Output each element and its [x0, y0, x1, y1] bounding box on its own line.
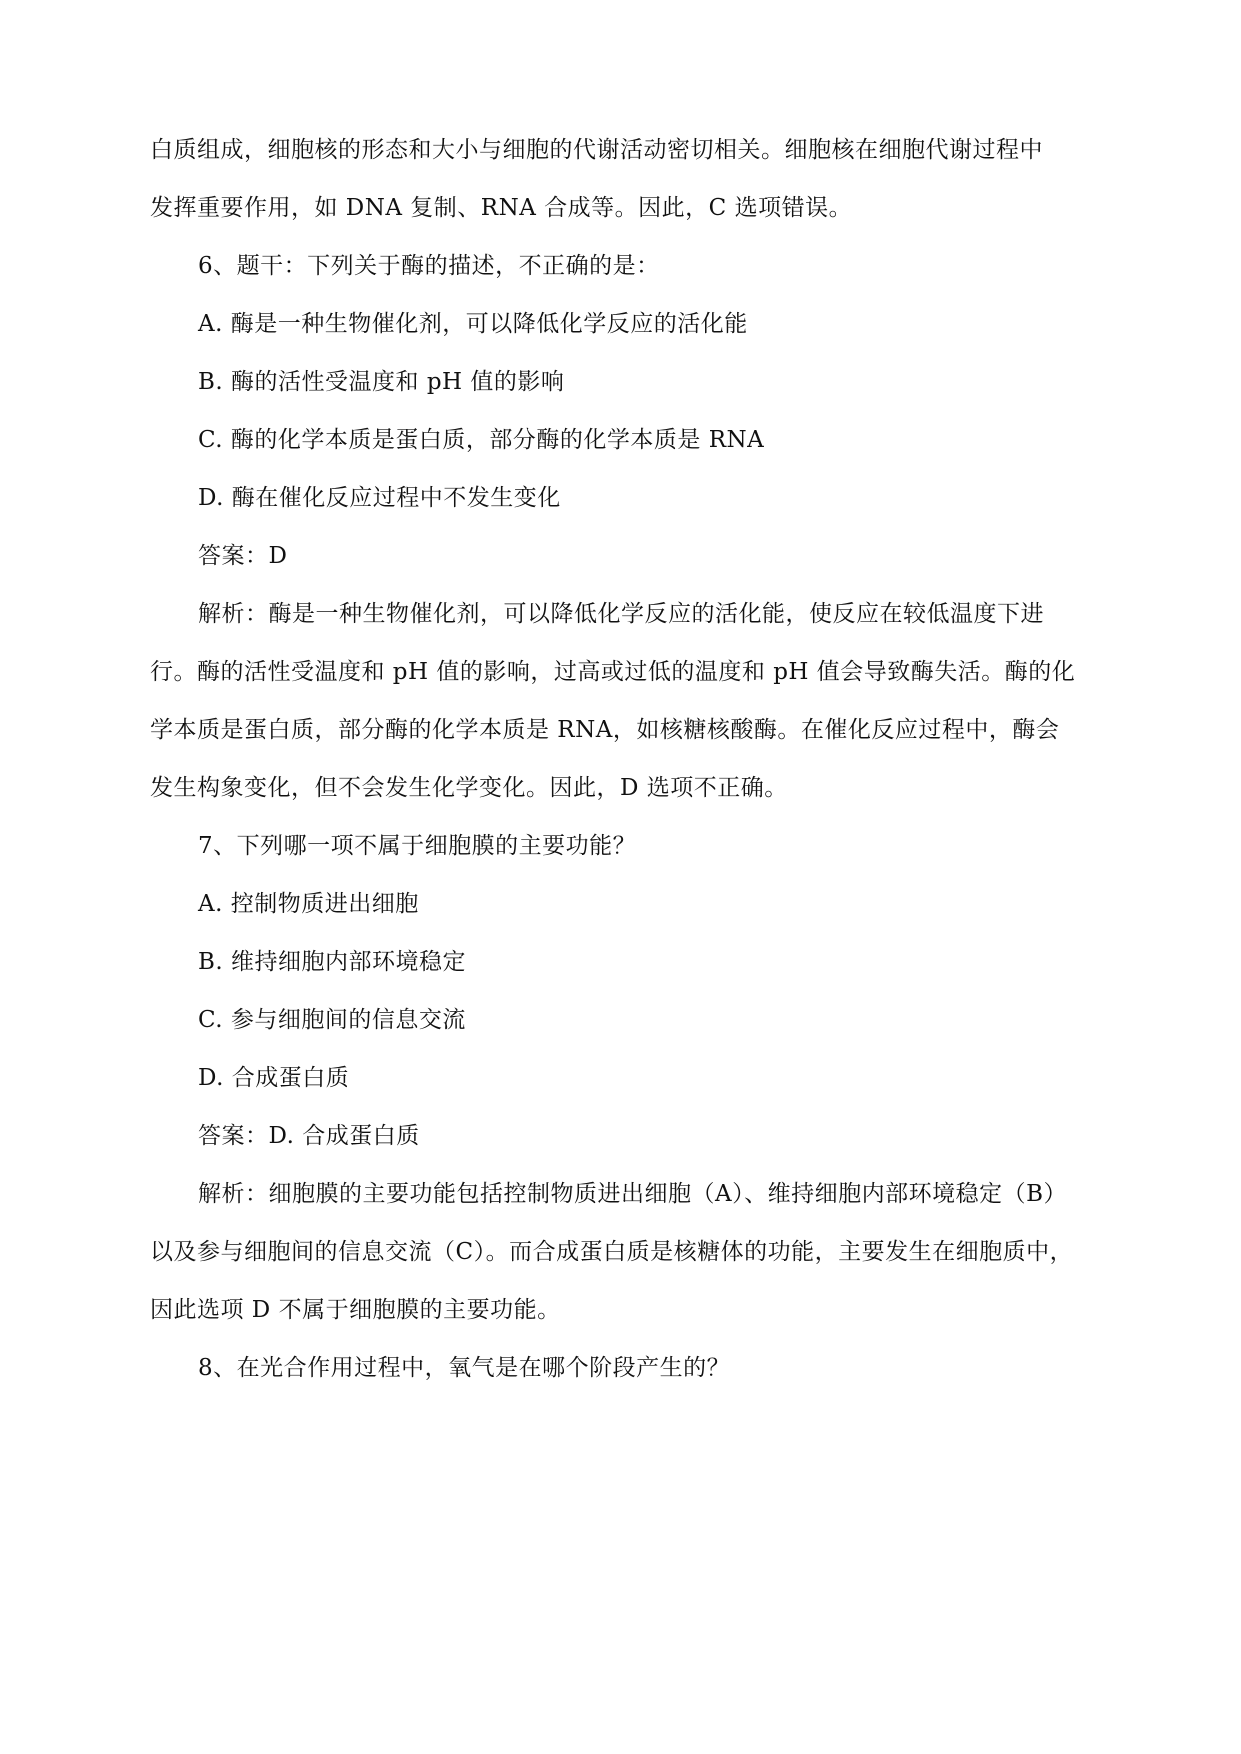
text-line: 因此选项 D 不属于细胞膜的主要功能。	[150, 1297, 561, 1323]
question-7-option-a: A. 控制物质进出细胞	[198, 891, 419, 917]
question-7-option-d: D. 合成蛋白质	[198, 1065, 350, 1091]
question-6-stem: 6、题干：下列关于酶的描述，不正确的是：	[198, 253, 660, 279]
question-7-option-b: B. 维持细胞内部环境稳定	[198, 949, 467, 975]
question-6-answer: 答案：D	[198, 543, 288, 569]
question-7-explanation: 解析：细胞膜的主要功能包括控制物质进出细胞（A）、维持细胞内部环境稳定（B）	[198, 1181, 1068, 1207]
text-line: 发挥重要作用，如 DNA 复制、RNA 合成等。因此，C 选项错误。	[150, 195, 853, 221]
question-7-option-c: C. 参与细胞间的信息交流	[198, 1007, 466, 1033]
text-line: 学本质是蛋白质，部分酶的化学本质是 RNA，如核糖核酸酶。在催化反应过程中，酶会	[150, 717, 1060, 743]
question-6-option-c: C. 酶的化学本质是蛋白质，部分酶的化学本质是 RNA	[198, 427, 765, 453]
text-line: 行。酶的活性受温度和 pH 值的影响，过高或过低的温度和 pH 值会导致酶失活。酶的化	[150, 659, 1076, 685]
text-line: 发生构象变化，但不会发生化学变化。因此，D 选项不正确。	[150, 775, 788, 801]
question-8-stem: 8、在光合作用过程中，氧气是在哪个阶段产生的？	[198, 1355, 731, 1381]
question-6-option-b: B. 酶的活性受温度和 pH 值的影响	[198, 369, 565, 395]
question-6-explanation: 解析：酶是一种生物催化剂，可以降低化学反应的活化能，使反应在较低温度下进	[198, 601, 1044, 627]
text-line: 以及参与细胞间的信息交流（C）。而合成蛋白质是核糖体的功能，主要发生在细胞质中，	[150, 1239, 1074, 1265]
question-7-answer: 答案：D. 合成蛋白质	[198, 1123, 420, 1149]
text-line: 白质组成，细胞核的形态和大小与细胞的代谢活动密切相关。细胞核在细胞代谢过程中	[150, 137, 1043, 163]
question-6-option-a: A. 酶是一种生物催化剂，可以降低化学反应的活化能	[198, 311, 748, 337]
question-7-stem: 7、下列哪一项不属于细胞膜的主要功能？	[198, 833, 637, 859]
question-6-option-d: D. 酶在催化反应过程中不发生变化	[198, 485, 561, 511]
